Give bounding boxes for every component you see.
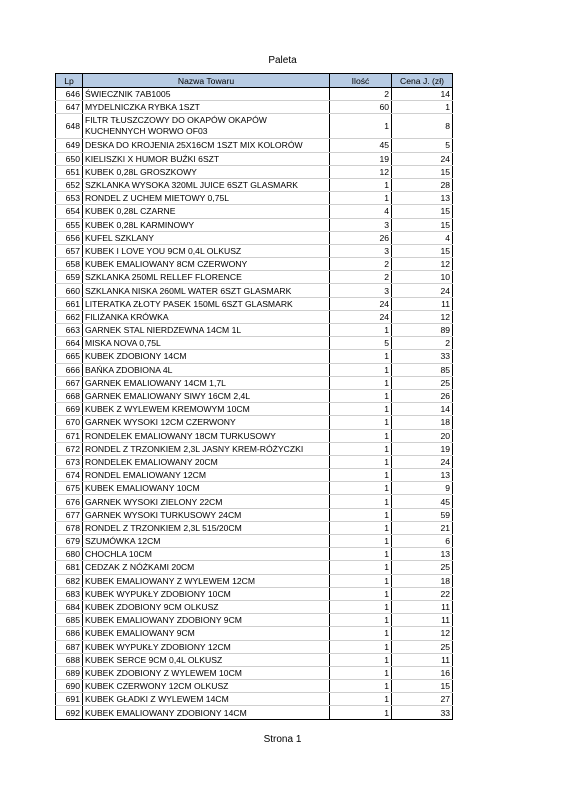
price-cell: 18 xyxy=(392,416,453,429)
price-cell: 10 xyxy=(392,271,453,284)
qty-cell: 19 xyxy=(330,152,392,165)
table-row xyxy=(56,561,453,574)
price-cell: 25 xyxy=(392,376,453,389)
qty-cell: 1 xyxy=(330,429,392,442)
qty-cell: 3 xyxy=(330,218,392,231)
lp-cell: 676 xyxy=(56,495,83,508)
name-cell: KUBEK ZDOBIONY Z WYLEWEM 10CM xyxy=(83,666,330,679)
lp-cell: 660 xyxy=(56,284,83,297)
lp-cell: 672 xyxy=(56,442,83,455)
price-cell: 12 xyxy=(392,310,453,323)
qty-cell: 2 xyxy=(330,88,392,101)
name-cell: SZKLANKA 250ML RELLEF FLORENCE xyxy=(83,271,330,284)
table-row xyxy=(56,482,453,495)
qty-cell: 1 xyxy=(330,587,392,600)
page-title: Paleta xyxy=(268,55,297,66)
qty-cell: 1 xyxy=(330,114,392,139)
table-row xyxy=(56,218,453,231)
name-cell: KUBEK EMALIOWANY ZDOBIONY 9CM xyxy=(83,614,330,627)
qty-cell: 1 xyxy=(330,363,392,376)
table-header-row xyxy=(56,74,453,88)
name-cell: KUBEK EMALIOWANY 9CM xyxy=(83,627,330,640)
column-header-qty: Ilość xyxy=(330,74,392,88)
name-cell: KUBEK WYPUKŁY ZDOBIONY 12CM xyxy=(83,640,330,653)
price-cell: 24 xyxy=(392,152,453,165)
table-row xyxy=(56,403,453,416)
qty-cell: 24 xyxy=(330,297,392,310)
price-cell: 11 xyxy=(392,653,453,666)
price-cell: 25 xyxy=(392,640,453,653)
lp-cell: 652 xyxy=(56,178,83,191)
name-cell: KUBEK EMALIOWANY 8CM CZERWONY xyxy=(83,258,330,271)
price-cell: 9 xyxy=(392,482,453,495)
lp-cell: 662 xyxy=(56,310,83,323)
qty-cell: 1 xyxy=(330,376,392,389)
qty-cell: 1 xyxy=(330,192,392,205)
table-row xyxy=(56,324,453,337)
price-cell: 15 xyxy=(392,205,453,218)
lp-cell: 666 xyxy=(56,363,83,376)
lp-cell: 688 xyxy=(56,653,83,666)
price-cell: 25 xyxy=(392,561,453,574)
lp-cell: 692 xyxy=(56,706,83,719)
table-row xyxy=(56,680,453,693)
table-row xyxy=(56,666,453,679)
name-cell: FILTR TŁUSZCZOWY DO OKAPÓW OKAPÓW KUCHENNYCH WORWO OF03 xyxy=(83,114,330,139)
qty-cell: 1 xyxy=(330,416,392,429)
lp-cell: 655 xyxy=(56,218,83,231)
lp-cell: 664 xyxy=(56,337,83,350)
name-cell: GARNEK STAL NIERDZEWNA 14CM 1L xyxy=(83,324,330,337)
name-cell: KUBEK EMALIOWANY 10CM xyxy=(83,482,330,495)
products-table xyxy=(55,73,453,720)
lp-cell: 653 xyxy=(56,192,83,205)
price-cell: 6 xyxy=(392,535,453,548)
table-row xyxy=(56,521,453,534)
price-cell: 12 xyxy=(392,258,453,271)
name-cell: DESKA DO KROJENIA 25X16CM 1SZT MIX KOLORÓW xyxy=(83,139,330,152)
name-cell: RONDEL Z TRZONKIEM 2,3L 515/20CM xyxy=(83,521,330,534)
qty-cell: 1 xyxy=(330,469,392,482)
name-cell: GARNEK EMALIOWANY SIWY 16CM 2,4L xyxy=(83,389,330,402)
table-row xyxy=(56,548,453,561)
qty-cell: 1 xyxy=(330,521,392,534)
lp-cell: 648 xyxy=(56,114,83,139)
table-row xyxy=(56,416,453,429)
qty-cell: 12 xyxy=(330,165,392,178)
name-cell: KUBEK Z WYLEWEM KREMOWYM 10CM xyxy=(83,403,330,416)
table-row xyxy=(56,271,453,284)
name-cell: CHOCHLA 10CM xyxy=(83,548,330,561)
lp-cell: 681 xyxy=(56,561,83,574)
lp-cell: 657 xyxy=(56,244,83,257)
lp-cell: 687 xyxy=(56,640,83,653)
table-row xyxy=(56,535,453,548)
lp-cell: 649 xyxy=(56,139,83,152)
name-cell: GARNEK WYSOKI TURKUSOWY 24CM xyxy=(83,508,330,521)
table-row xyxy=(56,389,453,402)
table-row xyxy=(56,627,453,640)
qty-cell: 1 xyxy=(330,535,392,548)
name-cell: SZKLANKA NISKA 260ML WATER 6SZT GLASMARK xyxy=(83,284,330,297)
table-row xyxy=(56,297,453,310)
lp-cell: 680 xyxy=(56,548,83,561)
table-row xyxy=(56,587,453,600)
name-cell: RONDELEK EMALIOWANY 20CM xyxy=(83,455,330,468)
qty-cell: 1 xyxy=(330,324,392,337)
lp-cell: 682 xyxy=(56,574,83,587)
table-row xyxy=(56,600,453,613)
name-cell: KUBEK 0,28L CZARNE xyxy=(83,205,330,218)
price-cell: 27 xyxy=(392,693,453,706)
table-row xyxy=(56,693,453,706)
price-cell: 14 xyxy=(392,403,453,416)
price-cell: 59 xyxy=(392,508,453,521)
name-cell: KUBEK 0,28L GROSZKOWY xyxy=(83,165,330,178)
name-cell: KUBEK CZERWONY 12CM OLKUSZ xyxy=(83,680,330,693)
price-cell: 11 xyxy=(392,614,453,627)
price-cell: 28 xyxy=(392,178,453,191)
table-row xyxy=(56,88,453,101)
table-row xyxy=(56,469,453,482)
price-cell: 12 xyxy=(392,627,453,640)
price-cell: 22 xyxy=(392,587,453,600)
qty-cell: 1 xyxy=(330,627,392,640)
lp-cell: 654 xyxy=(56,205,83,218)
qty-cell: 1 xyxy=(330,680,392,693)
page-footer: Strona 1 xyxy=(263,734,302,745)
name-cell: SZKLANKA WYSOKA 320ML JUICE 6SZT GLASMARK xyxy=(83,178,330,191)
lp-cell: 674 xyxy=(56,469,83,482)
table-row xyxy=(56,350,453,363)
lp-cell: 686 xyxy=(56,627,83,640)
qty-cell: 26 xyxy=(330,231,392,244)
price-cell: 13 xyxy=(392,469,453,482)
lp-cell: 656 xyxy=(56,231,83,244)
name-cell: KUBEK GŁADKI Z WYLEWEM 14CM xyxy=(83,693,330,706)
name-cell: GARNEK EMALIOWANY 14CM 1,7L xyxy=(83,376,330,389)
table-row xyxy=(56,455,453,468)
name-cell: RONDELEK EMALIOWANY 18CM TURKUSOWY xyxy=(83,429,330,442)
qty-cell: 1 xyxy=(330,403,392,416)
price-cell: 18 xyxy=(392,574,453,587)
qty-cell: 1 xyxy=(330,653,392,666)
name-cell: KUBEK WYPUKŁY ZDOBIONY 10CM xyxy=(83,587,330,600)
qty-cell: 4 xyxy=(330,205,392,218)
table-row xyxy=(56,614,453,627)
table-row xyxy=(56,574,453,587)
price-cell: 15 xyxy=(392,680,453,693)
lp-cell: 650 xyxy=(56,152,83,165)
qty-cell: 1 xyxy=(330,389,392,402)
price-cell: 24 xyxy=(392,284,453,297)
table-row xyxy=(56,205,453,218)
column-header-name: Nazwa Towaru xyxy=(83,74,330,88)
name-cell: KIELISZKI X HUMOR BUŹKI 6SZT xyxy=(83,152,330,165)
lp-cell: 690 xyxy=(56,680,83,693)
table-row xyxy=(56,429,453,442)
name-cell: FILIŻANKA KRÓWKA xyxy=(83,310,330,323)
lp-cell: 673 xyxy=(56,455,83,468)
table-row xyxy=(56,152,453,165)
qty-cell: 1 xyxy=(330,693,392,706)
column-header-price: Cena J. (zł) xyxy=(392,74,453,88)
table-row xyxy=(56,114,453,139)
qty-cell: 2 xyxy=(330,258,392,271)
name-cell: SZUMÓWKA 12CM xyxy=(83,535,330,548)
qty-cell: 3 xyxy=(330,284,392,297)
name-cell: KUFEL SZKLANY xyxy=(83,231,330,244)
price-cell: 8 xyxy=(392,114,453,139)
price-cell: 85 xyxy=(392,363,453,376)
lp-cell: 667 xyxy=(56,376,83,389)
column-header-lp: Lp xyxy=(56,74,83,88)
lp-cell: 670 xyxy=(56,416,83,429)
price-cell: 15 xyxy=(392,165,453,178)
price-cell: 13 xyxy=(392,548,453,561)
price-cell: 13 xyxy=(392,192,453,205)
price-cell: 26 xyxy=(392,389,453,402)
qty-cell: 45 xyxy=(330,139,392,152)
name-cell: ŚWIECZNIK 7AB1005 xyxy=(83,88,330,101)
qty-cell: 5 xyxy=(330,337,392,350)
name-cell: GARNEK WYSOKI 12CM CZERWONY xyxy=(83,416,330,429)
lp-cell: 668 xyxy=(56,389,83,402)
name-cell: KUBEK SERCE 9CM 0,4L OLKUSZ xyxy=(83,653,330,666)
price-cell: 5 xyxy=(392,139,453,152)
lp-cell: 679 xyxy=(56,535,83,548)
name-cell: CEDZAK Z NÓŻKAMI 20CM xyxy=(83,561,330,574)
lp-cell: 678 xyxy=(56,521,83,534)
lp-cell: 659 xyxy=(56,271,83,284)
table-row xyxy=(56,284,453,297)
qty-cell: 1 xyxy=(330,614,392,627)
price-cell: 11 xyxy=(392,297,453,310)
table-row xyxy=(56,165,453,178)
name-cell: BAŃKA ZDOBIONA 4L xyxy=(83,363,330,376)
table-row xyxy=(56,495,453,508)
price-cell: 89 xyxy=(392,324,453,337)
lp-cell: 675 xyxy=(56,482,83,495)
name-cell: KUBEK EMALIOWANY Z WYLEWEM 12CM xyxy=(83,574,330,587)
table-row xyxy=(56,231,453,244)
lp-cell: 651 xyxy=(56,165,83,178)
table-row xyxy=(56,706,453,719)
lp-cell: 661 xyxy=(56,297,83,310)
qty-cell: 1 xyxy=(330,640,392,653)
table-row xyxy=(56,442,453,455)
table-row xyxy=(56,139,453,152)
price-cell: 21 xyxy=(392,521,453,534)
qty-cell: 1 xyxy=(330,706,392,719)
lp-cell: 663 xyxy=(56,324,83,337)
lp-cell: 691 xyxy=(56,693,83,706)
price-cell: 15 xyxy=(392,244,453,257)
name-cell: KUBEK 0,28L KARMINOWY xyxy=(83,218,330,231)
name-cell: RONDEL EMALIOWANY 12CM xyxy=(83,469,330,482)
qty-cell: 1 xyxy=(330,495,392,508)
qty-cell: 1 xyxy=(330,442,392,455)
table-row xyxy=(56,192,453,205)
price-cell: 16 xyxy=(392,666,453,679)
qty-cell: 2 xyxy=(330,271,392,284)
lp-cell: 684 xyxy=(56,600,83,613)
price-cell: 14 xyxy=(392,88,453,101)
table-row xyxy=(56,653,453,666)
price-cell: 19 xyxy=(392,442,453,455)
qty-cell: 60 xyxy=(330,101,392,114)
qty-cell: 24 xyxy=(330,310,392,323)
table-row xyxy=(56,508,453,521)
price-cell: 1 xyxy=(392,101,453,114)
name-cell: MISKA NOVA 0,75L xyxy=(83,337,330,350)
price-cell: 15 xyxy=(392,218,453,231)
lp-cell: 671 xyxy=(56,429,83,442)
lp-cell: 665 xyxy=(56,350,83,363)
qty-cell: 1 xyxy=(330,574,392,587)
lp-cell: 683 xyxy=(56,587,83,600)
qty-cell: 1 xyxy=(330,561,392,574)
name-cell: RONDEL Z TRZONKIEM 2,3L JASNY KREM-RÓŻYCZKI xyxy=(83,442,330,455)
lp-cell: 647 xyxy=(56,101,83,114)
price-cell: 20 xyxy=(392,429,453,442)
qty-cell: 1 xyxy=(330,350,392,363)
table-row xyxy=(56,376,453,389)
price-cell: 45 xyxy=(392,495,453,508)
name-cell: RONDEL Z UCHEM MIETOWY 0,75L xyxy=(83,192,330,205)
table-row xyxy=(56,101,453,114)
name-cell: LITERATKA ZŁOTY PASEK 150ML 6SZT GLASMARK xyxy=(83,297,330,310)
lp-cell: 669 xyxy=(56,403,83,416)
table-row xyxy=(56,310,453,323)
lp-cell: 658 xyxy=(56,258,83,271)
name-cell: KUBEK EMALIOWANY ZDOBIONY 14CM xyxy=(83,706,330,719)
price-cell: 33 xyxy=(392,350,453,363)
qty-cell: 1 xyxy=(330,666,392,679)
qty-cell: 1 xyxy=(330,455,392,468)
table-row xyxy=(56,640,453,653)
qty-cell: 1 xyxy=(330,600,392,613)
price-cell: 33 xyxy=(392,706,453,719)
name-cell: KUBEK ZDOBIONY 14CM xyxy=(83,350,330,363)
lp-cell: 646 xyxy=(56,88,83,101)
qty-cell: 1 xyxy=(330,508,392,521)
name-cell: KUBEK ZDOBIONY 9CM OLKUSZ xyxy=(83,600,330,613)
name-cell: MYDELNICZKA RYBKA 1SZT xyxy=(83,101,330,114)
table-row xyxy=(56,258,453,271)
price-cell: 11 xyxy=(392,600,453,613)
lp-cell: 689 xyxy=(56,666,83,679)
qty-cell: 1 xyxy=(330,482,392,495)
qty-cell: 3 xyxy=(330,244,392,257)
table-row xyxy=(56,244,453,257)
table-row xyxy=(56,337,453,350)
qty-cell: 1 xyxy=(330,178,392,191)
lp-cell: 677 xyxy=(56,508,83,521)
price-cell: 24 xyxy=(392,455,453,468)
qty-cell: 1 xyxy=(330,548,392,561)
table-row xyxy=(56,363,453,376)
table-row xyxy=(56,178,453,191)
name-cell: GARNEK WYSOKI ZIELONY 22CM xyxy=(83,495,330,508)
name-cell: KUBEK I LOVE YOU 9CM 0,4L OLKUSZ xyxy=(83,244,330,257)
price-cell: 4 xyxy=(392,231,453,244)
price-cell: 2 xyxy=(392,337,453,350)
lp-cell: 685 xyxy=(56,614,83,627)
